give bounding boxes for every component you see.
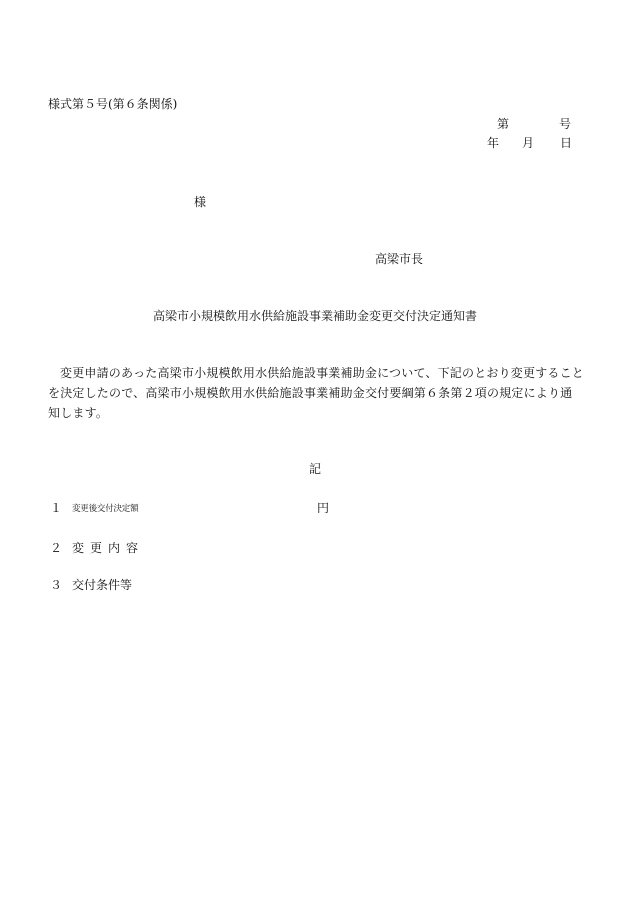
form-number: 様式第５号(第６条関係): [48, 97, 178, 111]
date-day-label: 日: [560, 136, 573, 150]
item-label-change-details: 変更内容: [72, 541, 145, 555]
item-label-changed-amount: 変更後交付決定額: [72, 504, 139, 514]
sender-name: 高梁市長: [375, 252, 424, 266]
item-number: １: [50, 501, 63, 515]
yen-unit: 円: [317, 501, 330, 515]
item-label-grant-conditions: 交付条件等: [72, 578, 133, 592]
date-year-label: 年: [487, 136, 500, 150]
date-month-label: 月: [522, 136, 535, 150]
document-number-prefix: 第: [497, 117, 510, 131]
addressee-honorific: 様: [194, 195, 207, 209]
document-title: 高梁市小規模飲用水供給施設事業補助金変更交付決定通知書: [152, 309, 477, 323]
item-number: ３: [50, 578, 63, 592]
body-paragraph: 変更申請のあった高梁市小規模飲用水供給施設事業補助金について、下記のとおり変更することを決定したので、高梁市小規模飲用水供給施設事業補助金交付要綱第６条第２項の規定により通知します。: [48, 366, 585, 420]
document-number-suffix: 号: [559, 117, 572, 131]
item-number: ２: [50, 541, 63, 555]
ki-heading: 記: [309, 462, 322, 476]
